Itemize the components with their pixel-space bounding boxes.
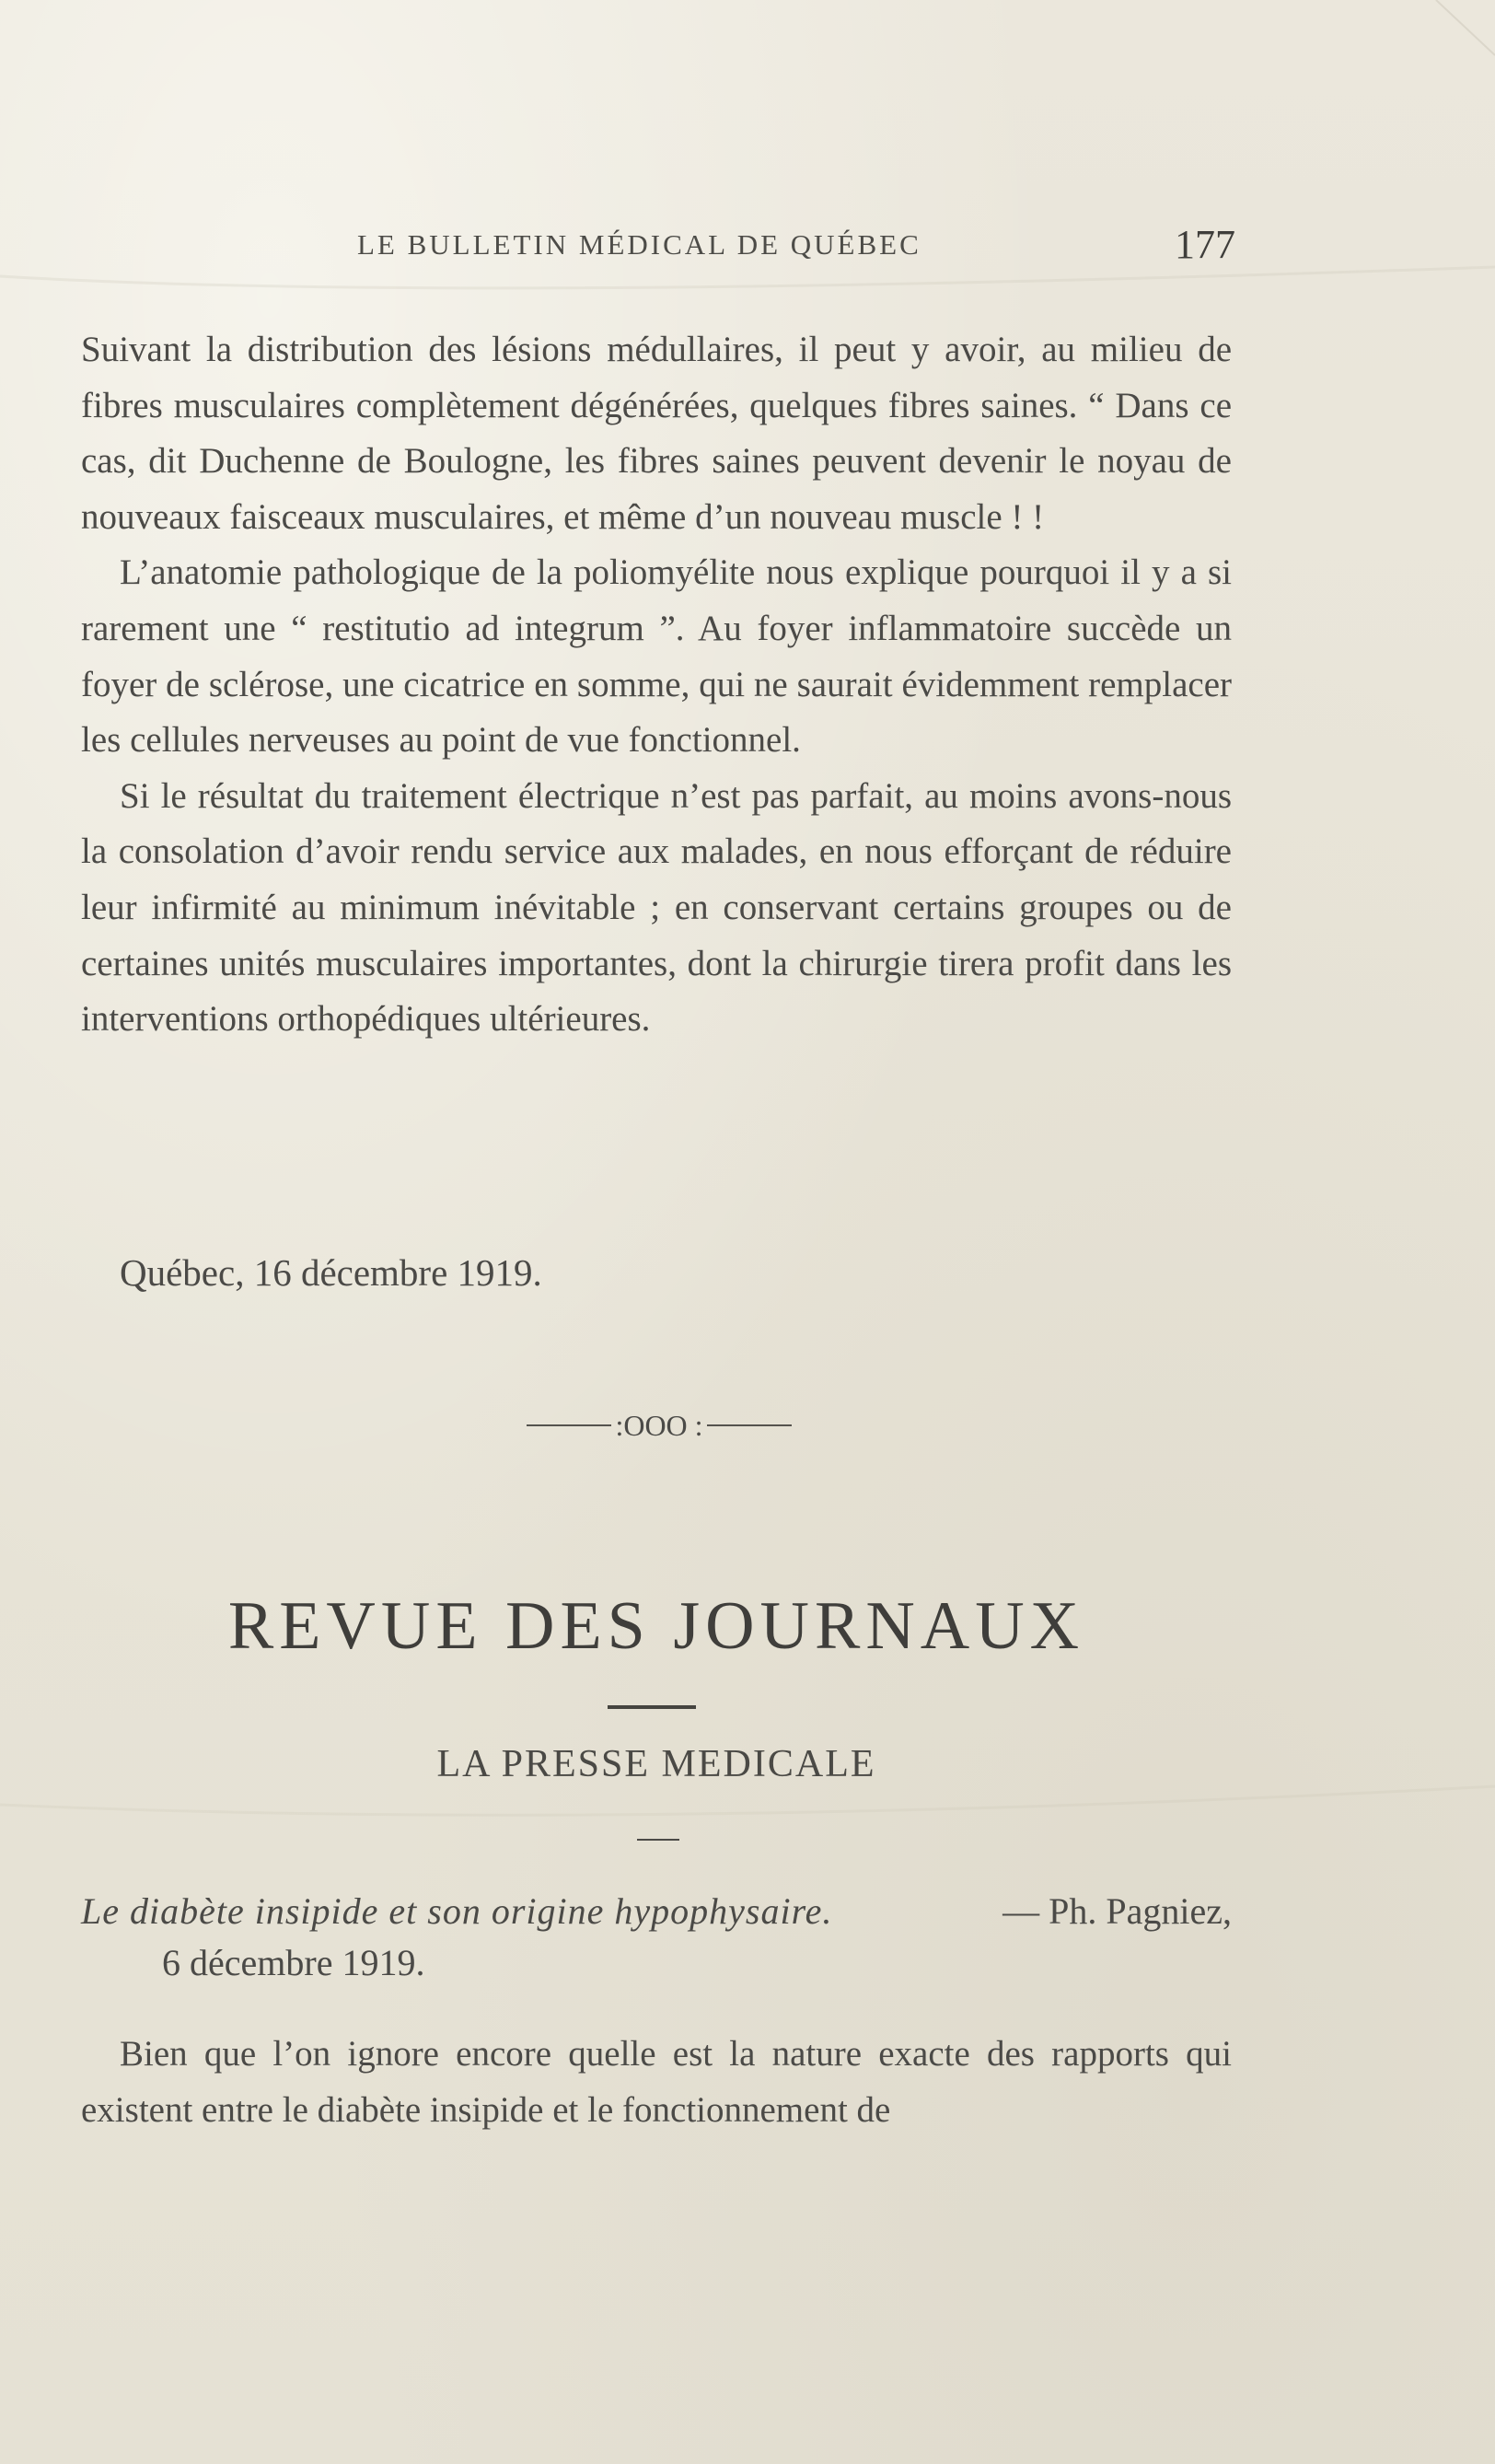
page-number: 177 bbox=[1175, 222, 1235, 267]
article-author: — Ph. Pagniez, bbox=[1002, 1890, 1232, 1932]
subsection-rule bbox=[637, 1839, 679, 1841]
paragraph-1: Suivant la distribution des lésions médullaires, il peut y avoir, au milieu de fibres musculaires complètement dégénérées, quelques fibres saines. “ Dans ce cas, dit Duchenne de Boulogne, les fibres saines peuvent devenir le noyau de nouveaux faisceaux musculaires, et même d’un nouveau muscle ! ! bbox=[81, 330, 1232, 537]
separator-rule-left bbox=[527, 1424, 611, 1426]
subsection-title: LA PRESSE MEDICALE bbox=[436, 1743, 876, 1785]
body-text bbox=[81, 322, 1232, 1048]
document-page bbox=[81, 0, 1235, 2464]
article-title: Le diabète insipide et son origine hypophysaire. bbox=[81, 1890, 833, 1932]
article-heading bbox=[81, 1886, 1232, 1989]
running-title: LE BULLETIN MÉDICAL DE QUÉBEC bbox=[357, 228, 921, 261]
running-head bbox=[81, 222, 1235, 271]
section-rule bbox=[608, 1705, 696, 1709]
ornamental-separator bbox=[521, 1407, 797, 1444]
section-title: REVUE DES JOURNAUX bbox=[227, 1588, 1085, 1664]
paragraph-3: Si le résultat du traitement électrique n’est pas parfait, au moins avons-nous la consolation d’avoir rendu service aux malades, en nous efforçant de réduire leur infirmité au minimum inévitable ; en conservant certains groupes ou de certaines unités musculaires importantes, dont la chirurgie tirera profit dans les interventions orthopédiques ultérieures. bbox=[81, 775, 1232, 1040]
separator-rule-right bbox=[707, 1424, 792, 1426]
article-body bbox=[81, 2026, 1232, 2138]
separator-mark: :OOO : bbox=[615, 1408, 703, 1442]
article-paragraph: Bien que l’on ignore encore quelle est la nature exacte des rapports qui existent entre le diabète insipide et le fonctionnement de bbox=[81, 2034, 1232, 2130]
paragraph-2: L’anatomie pathologique de la poliomyélite nous explique pourquoi il y a si rarement une “ restitutio ad integrum ”. Au foyer inflammatoire succède un foyer de sclérose, une cicatrice en somme, qui ne saurait évidemment remplacer les cellules nerveuses au point de vue fonctionnel. bbox=[81, 552, 1232, 761]
dateline: Québec, 16 décembre 1919. bbox=[120, 1251, 542, 1294]
article-date: 6 décembre 1919. bbox=[162, 1942, 425, 1983]
